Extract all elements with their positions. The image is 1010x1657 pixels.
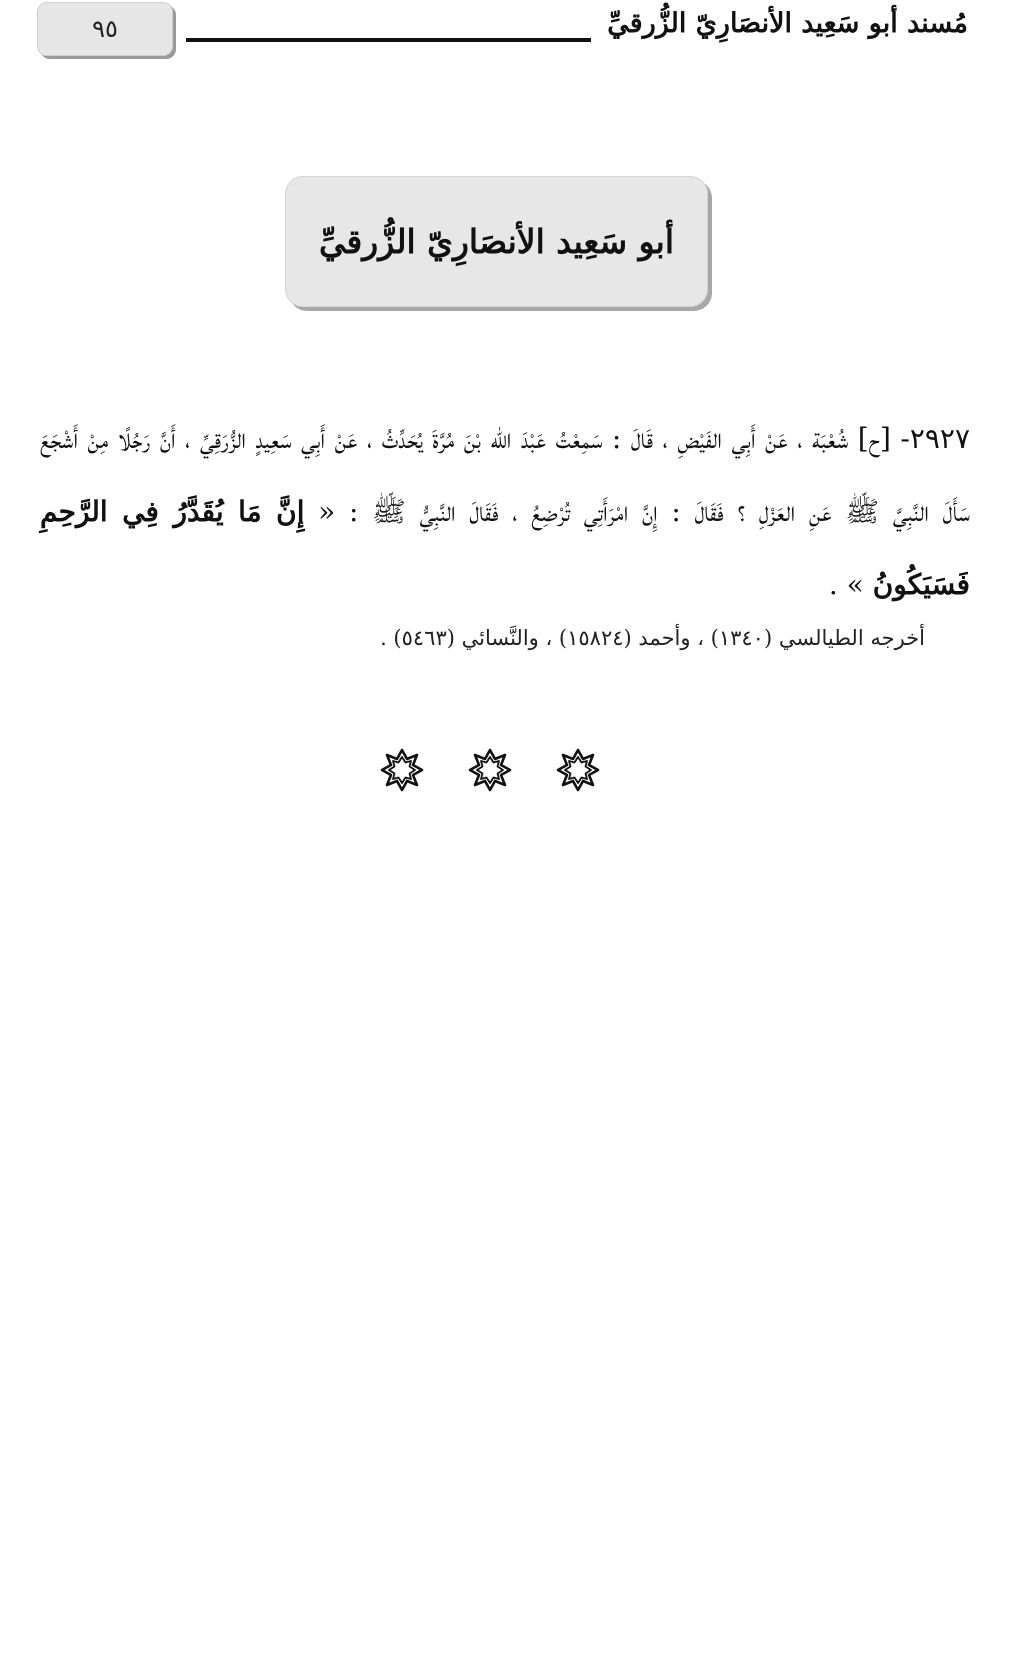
hadith-text bbox=[40, 402, 970, 621]
hadith-intro: ٢٩٢٧- [ح] شُعْبَة ، عَنْ أَبِي الفَيْضِ ، قَالَ : سَمِعْتُ عَبْدَ الله بْنَ مُرَّةَ يُحَدِّثُ ، عَنْ أَبِي سَعِيدٍ الزُّرَقِيِّ ، أَنَّ رَجُلًا مِنْ أَشْجَعَ سَأَلَ النَّبِيَّ ﷺ عَنِ العَزْلِ ؟ فَقَالَ : إِنَّ امْرَأَتِي تُرْضِعُ ، فَقَالَ النَّبِيُّ ﷺ : « bbox=[40, 422, 970, 528]
prophetic-saying: إِنَّ مَا يُقَدَّرُ فِي الرَّحِمِ فَسَيَكُونُ bbox=[40, 495, 970, 601]
star-ornament-icon bbox=[556, 748, 600, 792]
section-title-box bbox=[285, 176, 708, 307]
section-divider-ornaments bbox=[380, 744, 600, 796]
page-number: ٩٥ bbox=[92, 15, 118, 43]
header-rule bbox=[186, 38, 591, 42]
running-title: مُسند أبو سَعِيد الأنصَارِيّ الزُّرقيِّ bbox=[607, 8, 968, 39]
hadith-closing: » . bbox=[828, 568, 873, 601]
star-ornament-icon bbox=[380, 748, 424, 792]
section-title: أبو سَعِيد الأنصَارِيّ الزُّرقيِّ bbox=[319, 222, 674, 261]
page-number-box bbox=[37, 2, 173, 56]
takhrij-footnote: أخرجه الطيالسي (١٣٤٠) ، وأحمد (١٥٨٢٤) ، والنَّسائي (٥٤٦٣) . bbox=[380, 626, 925, 650]
star-ornament-icon bbox=[468, 748, 512, 792]
